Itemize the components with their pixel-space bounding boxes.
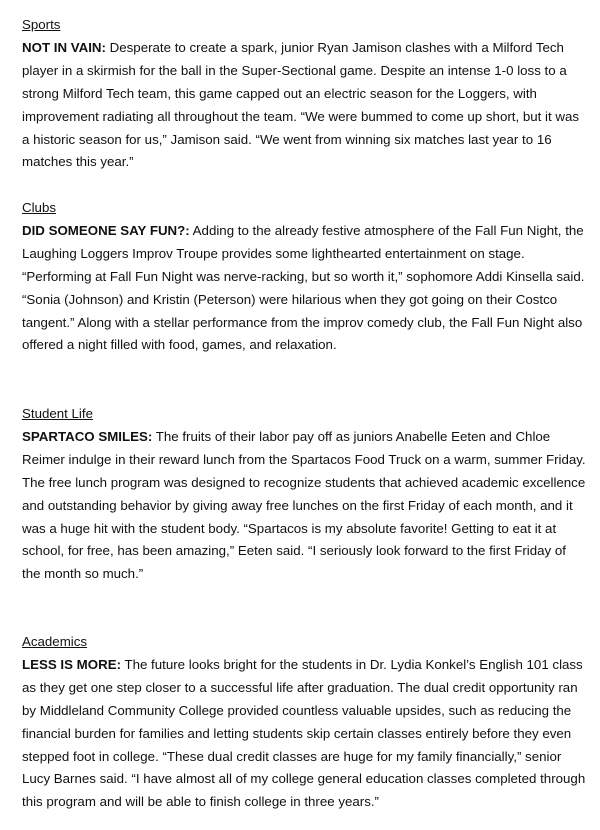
caption-paragraph [22, 654, 588, 814]
section-title: Clubs [22, 200, 56, 215]
caption-body: The fruits of their labor pay off as juniors Anabelle Eeten and Chloe Reimer indulge in their reward lunch from the Spartacos Food Truck on a warm, summer Friday. The free lunch program was designed to recognize students that achieved academic excellence and outstanding behavior by giving away free lunches on the first Friday of each month, and it was a huge hit with the student body. “Spartacos is my absolute favorite! Getting to eat it at school, for free, has been amazing,” Eeten said. “I seriously look forward to the first Friday of the month so much.” [22, 428, 586, 582]
section-title: Academics [22, 634, 88, 649]
caption-paragraph [22, 220, 588, 357]
caption-body: The future looks bright for the students in Dr. Lydia Konkel’s English 101 class as they get one step closer to a successful life after graduation. The dual credit opportunity ran by Middleland Community College provided countless valuable upsides, such as reducing the financial burden for families and letting students skip certain classes entirely before they even stepped foot in college. “These dual credit classes are huge for my family financially,” senior Lucy Barnes said. “I have almost all of my college general education classes completed through this program and will be able to finish college in three years.” [22, 656, 586, 810]
section-academics [22, 631, 588, 814]
caption-headline: SPARTACO SMILES: [22, 428, 153, 444]
caption-paragraph [22, 37, 588, 174]
caption-headline: LESS IS MORE: [22, 656, 121, 672]
caption-body: Desperate to create a spark, junior Ryan Jamison clashes with a Milford Tech player in a skirmish for the ball in the Super-Sectional game. Despite an intense 1-0 loss to a strong Milford Tech team, this game capped out an electric season for the Loggers, with improvement radiating all throughout the team. “We were bummed to come up short, but it was a historic season for us,” Jamison said. “We went from winning six matches last year to 16 matches this year.” [22, 39, 580, 170]
caption-headline: NOT IN VAIN: [22, 39, 106, 55]
caption-paragraph [22, 426, 588, 586]
caption-body: Adding to the already festive atmosphere of the Fall Fun Night, the Laughing Loggers Improv Troupe provides some lighthearted entertainment on stage. “Performing at Fall Fun Night was nerve-racking, but so worth it,” sophomore Addi Kinsella said. “Sonia (Johnson) and Kristin (Peterson) were hilarious when they got going on their Costco tangent.” Along with a stellar performance from the improv comedy club, the Fall Fun Night also offered a night filled with food, games, and relaxation. [22, 222, 585, 353]
section-title: Sports [22, 17, 61, 32]
caption-headline: DID SOMEONE SAY FUN?: [22, 222, 190, 238]
section-title: Student Life [22, 406, 93, 421]
section-clubs [22, 197, 588, 357]
section-student-life [22, 403, 588, 586]
section-sports [22, 14, 588, 174]
